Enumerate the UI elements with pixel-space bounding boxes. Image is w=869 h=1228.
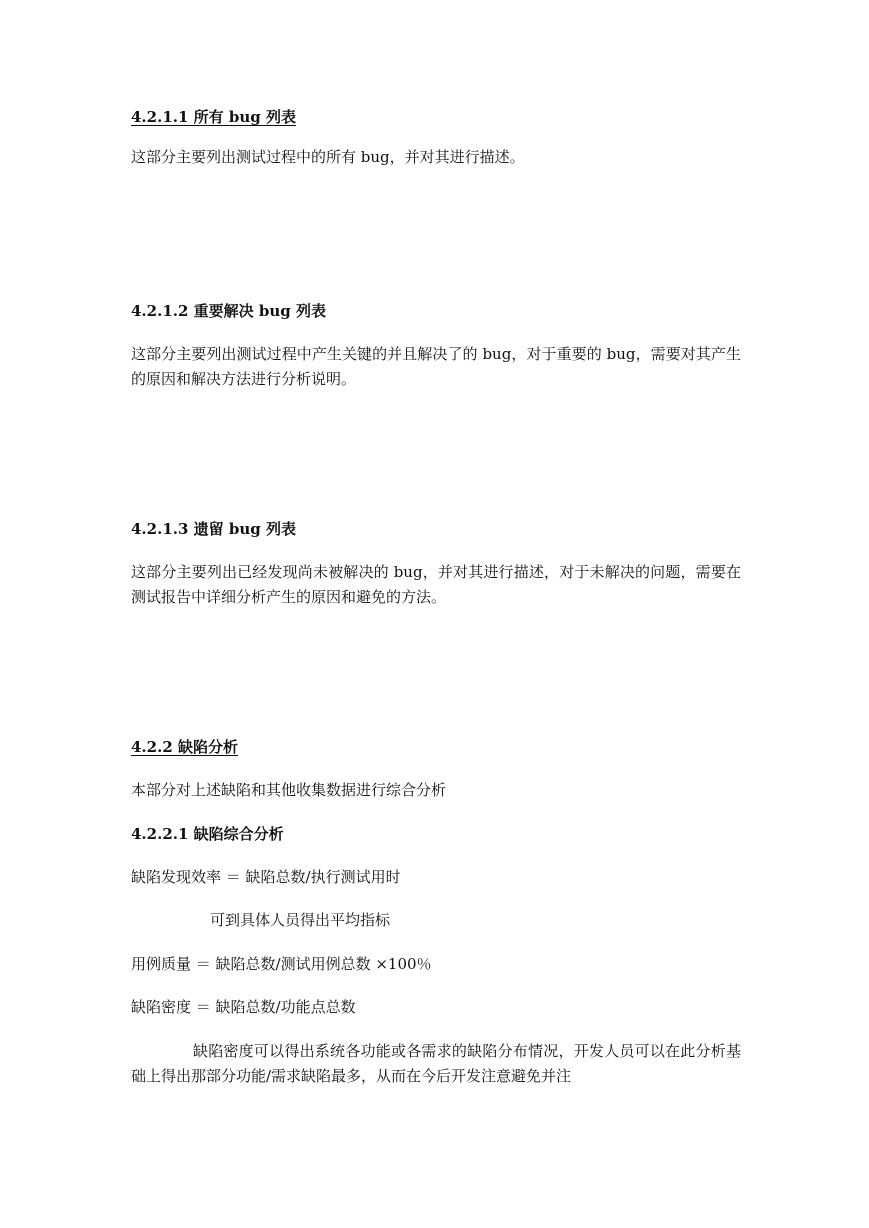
formula-discovery-efficiency: 缺陷发现效率 ＝ 缺陷总数/执行测试用时 bbox=[131, 868, 401, 886]
section-heading-resolved-bugs: 4.2.1.2 重要解决 bug 列表 bbox=[131, 302, 326, 320]
section-heading-all-bugs: 4.2.1.1 所有 bug 列表 bbox=[131, 108, 296, 126]
defect-analysis-sub-heading: 4.2.2.1 缺陷综合分析 bbox=[131, 825, 284, 843]
defect-analysis-heading: 4.2.2 缺陷分析 bbox=[131, 738, 238, 756]
section-body-all-bugs: 这部分主要列出测试过程中的所有 bug，并对其进行描述。 bbox=[131, 148, 525, 166]
section-body-resolved-bugs: 这部分主要列出测试过程中产生关键的并且解决了的 bug，对于重要的 bug，需要对其产生的原因和解决方法进行分析说明。 bbox=[131, 345, 741, 388]
formula-defect-density: 缺陷密度 ＝ 缺陷总数/功能点总数 bbox=[131, 998, 356, 1016]
efficiency-note: 可到具体人员得出平均指标 bbox=[210, 911, 391, 929]
formula-case-quality: 用例质量 ＝ 缺陷总数/测试用例总数 ×100％ bbox=[131, 955, 432, 973]
section-body-remaining-bugs: 这部分主要列出已经发现尚未被解决的 bug，并对其进行描述，对于未解决的问题，需要在测试报告中详细分析产生的原因和避免的方法。 bbox=[131, 563, 741, 606]
density-paragraph: 缺陷密度可以得出系统各功能或各需求的缺陷分布情况，开发人员可以在此分析基础上得出那部分功能/需求缺陷最多，从而在今后开发注意避免并注 bbox=[131, 1042, 741, 1085]
section-heading-remaining-bugs: 4.2.1.3 遗留 bug 列表 bbox=[131, 520, 296, 538]
defect-analysis-intro: 本部分对上述缺陷和其他收集数据进行综合分析 bbox=[131, 781, 447, 799]
